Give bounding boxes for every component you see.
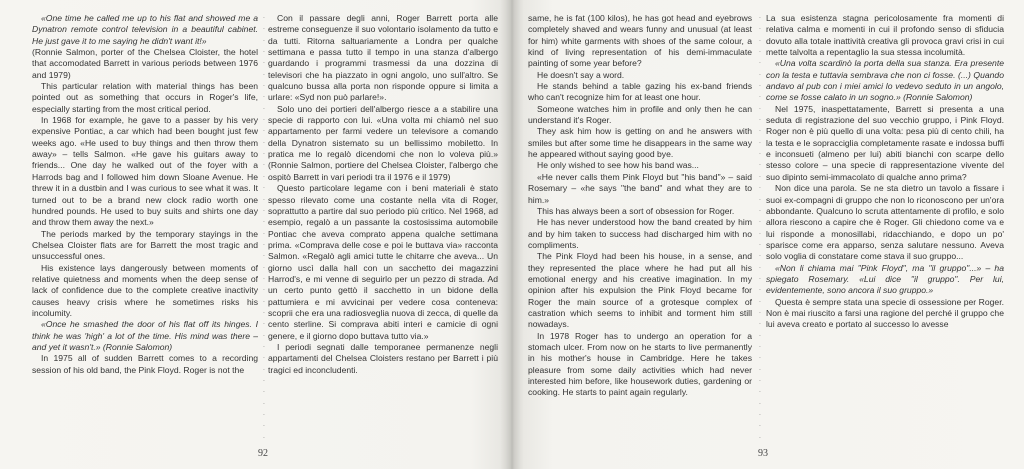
paragraph: He has never understood how the band created by him and by him taken to success had discharged him with no compliments. [528,217,752,250]
paragraph: I periodi segnati dalle temporanee permanenze negli appartamenti del Chelsea Cloisters restano per Barrett i più tragici ed inconcludenti. [268,341,498,375]
paragraph: This has always been a sort of obsession for Roger. [537,205,735,216]
paragraph: (Ronnie Salmon, porter of the Chelsea Cloister, the hotel that accomodated Barrett in various periods between 1976 and 1979) [32,47,258,80]
paragraph: Questo particolare legame con i beni materiali è stato spesso rilevato come una costante nella vita di Roger, soprattutto a partire dal suo periodo più critico. Nel 1968, ad esempio, regalò a un passante la costosissima automobile Pontiac che aveva comprato appena qualche settimana prima. «Comprava delle cose e poi le buttava via» racconta Salmon. «Regalò agli amici tutte le chitarre che aveva... Un giorno uscì dalla hall con un sacchetto dei magazzini Harrod's, e mi venne di seguirlo per un pezzo di strada. Ad un certo punto gettò il sacchetto in un bidone della pattumiera e mi avvicinai per vedere cosa conteneva: scoprii che era una radiosveglia nuova di zecca, di quelle da cento sterline. Si comprava abiti interi e camicie di ogni genere, e il giorno dopo buttava tutto via.» [268,183,498,341]
english-column-left [32,13,258,443]
paragraph: His existence lays dangerously between moments of relative quietness and moments when the deep sense of lack of confidence due to the complete creative inactivity causes heavy crisis where he sometimes risks his incolumity. [32,262,258,318]
paragraph: He doesn't say a word. [537,69,625,80]
quote-paragraph: «Una volta scardinò la porta della sua stanza. Era presente con la testa e tuttavia sembrava che non ci fosse. (...) Quando andavo al pub con i miei amici lo vedevo seduto in un angolo, come se fosse calato in un sogno.» (Ronnie Salomon) [766,58,1004,103]
left-page [32,13,498,459]
quote-paragraph: «Non li chiama mai "Pink Floyd", ma "il gruppo"...» – ha spiegato Rosemary. «Lui dice "il gruppo". Per lui, evidentemente, sono ancora il suo gruppo.» [766,262,1004,296]
column-divider: · · · · · · · · · · · · · · · · · · · · · · · · · · · · · · · · · · · · · · [263,15,265,442]
english-column-right [528,13,752,443]
page-number: 92 [258,448,268,459]
paragraph: He only wished to see how his band was... [537,160,699,171]
paragraph: «He never calls them Pink Floyd but "his band"» – said Rosemary – «he says "the band" and what they are to him.» [528,171,752,205]
paragraph: same, he is fat (100 kilos), he has got head and eyebrows completely shaved and wears funny and unusual (at least for him) white garments with shoes of the same colour, a kind of living representation of his demi-immaculate painting of some year before? [528,13,752,69]
right-page [528,13,1004,459]
paragraph: Questa è sempre stata una specie di ossessione per Roger. Non è mai riuscito a farsi una ragione del perché il gruppo che lui aveva creato e portato al successo lo avesse [766,296,1004,330]
paragraph: The periods marked by the temporary stayings in the Chelsea Cloister flats are for Barrett the most tragic and unsuccessful ones. [32,228,258,262]
paragraph: The Pink Floyd had been his house, in a sense, and they represented the place where he had put all his emotional energy and his creative imagination. In my opinion after his expulsion the Pink Floyd became for Roger the main source of a grotesque complex of castration which seems to inhibit and torment him still nowadays. [528,251,752,330]
paragraph: Con il passare degli anni, Roger Barrett porta alle estreme conseguenze il suo volontario isolamento da tutto e da tutti. Ritorna saltuariamente a Londra per qualche settimana e passa tutto il tempo in una stanza d'albergo guardando i programmi trasmessi da una dozzina di televisori che ha piazzato in ogni angolo, uno sull'altro. Se qualcuno bussa alla porta non risponde oppure si limita a urlare: «Syd non può parlare!». [268,13,498,103]
paragraph: They ask him how is getting on and he answers with smiles but after some time he disappears in the same way he appeared without saying good bye. [528,126,752,160]
italian-column-right [766,13,1004,443]
quote-paragraph: «One time he called me up to his flat and showed me a Dynatron remote control television in a beautiful cabinet. He just gave it to me saying he didn't want it!» [32,13,258,46]
column-divider: · · · · · · · · · · · · · · · · · · · · · · · · · · · · · · · · · · · · · · [759,15,761,442]
page-number: 93 [758,448,768,459]
paragraph: La sua esistenza stagna pericolosamente fra momenti di relativa calma e momenti in cui il profondo senso di sfiducia dovuto alla totale inattività creativa gli provoca gravi crisi in cui mette talvolta a repentaglio la sua stessa incolumità. [766,13,1004,58]
paragraph: Solo uno dei portieri dell'albergo riesce a a stabilire una specie di rapporto con lui. «Una volta mi chiamò nel suo appartamento per farmi vedere un televisore a comando della Dynatron sistemato su un bellissimo mobiletto. In pratica me lo regalò dicendomi che non lo voleva più.» (Ronnie Salmon, portiere del Chelsea Cloister, l'albergo che ospitò Barrett in vari periodi tra il 1976 e il 1979) [268,103,498,182]
paragraph: Someone watches him in profile and only then he can understand it's Roger. [528,103,752,126]
paragraph: This particular relation with material things has been pointed out as something that occurs in Roger's life, especially starting from the most critical period. [32,81,258,114]
paragraph: In 1975 all of sudden Barrett comes to a recording session of his old band, the Pink Floyd. Roger is not the [32,353,258,375]
quote-paragraph: «Once he smashed the door of his flat off its hinges. I think he was 'high' a lot of the time. His mind was there – and yet it wasn't.» (Ronnie Salomon) [32,319,258,352]
book-gutter [500,0,524,469]
paragraph: In 1968 for example, he gave to a passer by his very expensive Pontiac, a car which had been bought just few weeks ago. «He used to buy things and then throw them away» – tells Salmon. «He gave his guitars away to friends... One day he walked out of the foyer with a Harrods bag and I followed him down Sloane Avenue. He threw it in a dustbin and I was curious to see what it was. It turned out to be a brand new clock radio worth one hundred pounds. He used to buy suits and shirts one day and throw them away the next.» [32,115,258,228]
paragraph: Non dice una parola. Se ne sta dietro un tavolo a fissare i suoi ex-compagni di gruppo che non lo riconoscono per un'ora abbondante. Qualcuno lo scruta attentamente di profilo, e solo allora riescono a capire che è Roger. Gli chiedono come va e lui risponde a monosillabi, ridacchiando, e dopo un po' sparisce come era apparso, senza salutare nessuno. Aveva solo voglia di constatare come stava il suo gruppo... [766,183,1004,262]
paragraph: Nel 1975, inaspettatamente, Barrett si presenta a una seduta di registrazione del suo vecchio gruppo, i Pink Floyd. Roger non è più quello di una volta: pesa più di cento chili, ha la testa e le sopracciglia completamente rasate e indossa buffi e inconsueti (almeno per lui) abiti bianchi con scarpe dello stesso colore – una specie di rappresentazione vivente del suo dipinto semi-immacolato di qualche anno prima? [766,103,1004,182]
italian-column-left [268,13,498,443]
paragraph: In 1978 Roger has to undergo an operation for a stomach ulcer. From now on he starts to live permanently in his mother's house in Cambridge. Here he takes pleasure from some daily activities which had never interested him before, like housework duties, gardening or cooking. He starts to paint again regularly. [528,330,752,398]
paragraph: He stands behind a table gazing his ex-band friends who can't recognize him for at least one hour. [528,81,752,103]
